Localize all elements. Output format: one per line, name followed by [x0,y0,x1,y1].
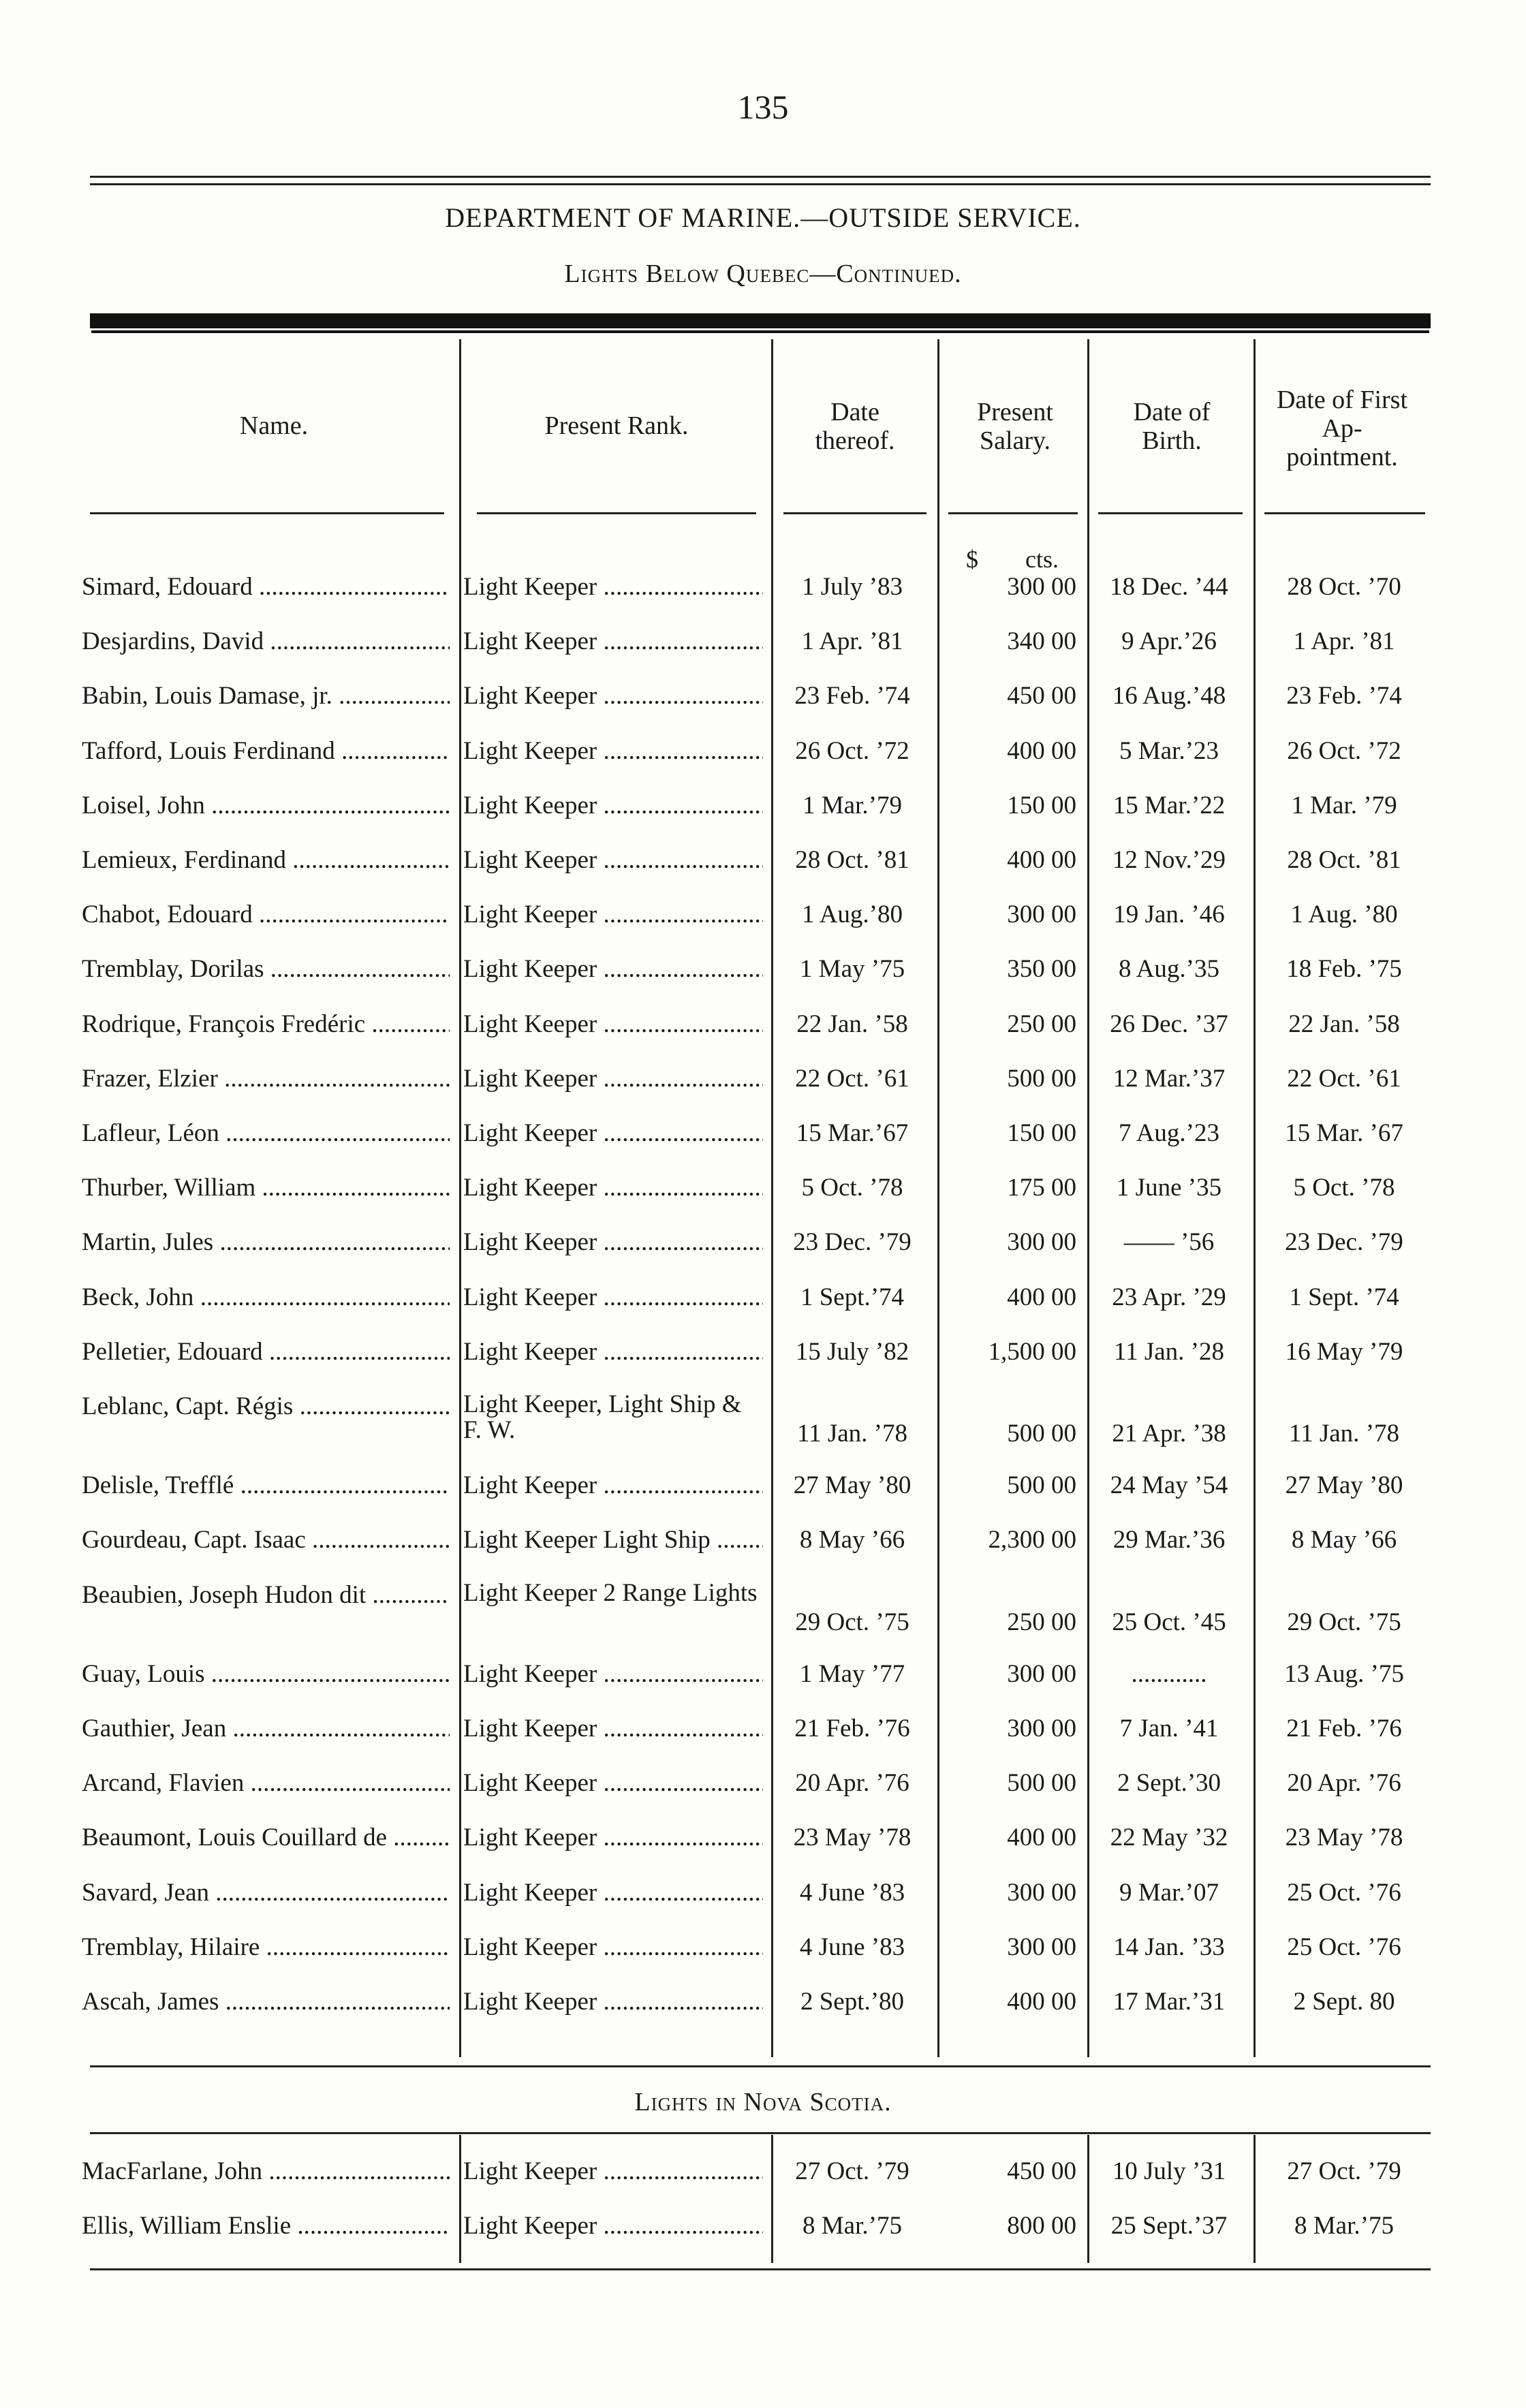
table-row [0,1337,1526,1392]
table-row [0,627,1526,681]
cell-present-rank: Light Keeper ..... [463,1933,763,1962]
cell-date-thereof: 23 May ’78 [793,1824,912,1852]
cell-present-salary: 1,500 00 [988,1337,1076,1366]
cell-date-thereof: 22 Jan. ’58 [796,1010,908,1038]
cell-present-salary: 450 00 [1007,682,1076,710]
table-row [0,1173,1526,1228]
header-underline [477,512,756,514]
cell-date-thereof: 1 May ’75 [799,955,905,984]
table-row [0,2211,1526,2266]
cell-date-thereof: 5 Oct. ’78 [801,1174,903,1202]
header-name: Name. [239,411,309,440]
cell-present-rank: Light Keeper Light Ship ..... [463,1525,763,1554]
header-date-thereof: Date thereof. [815,398,895,455]
cell-present-rank: Light Keeper ..... [463,1228,763,1257]
cell-date-thereof: 8 Mar.’75 [803,2212,902,2240]
cell-present-rank: Light Keeper ..... [463,1878,763,1907]
cell-date-thereof: 1 Mar.’79 [803,791,902,819]
cell-first-appointment: 23 May ’78 [1285,1824,1403,1852]
cell-present-salary: 300 00 [1007,901,1076,929]
cell-date-thereof: 1 Sept.’74 [800,1283,905,1311]
cell-present-rank: Light Keeper ..... [463,1337,763,1366]
cell-present-rank: Light Keeper ..... [463,900,763,929]
header-present-rank: Present Rank. [544,411,689,440]
table-row [0,1064,1526,1119]
cell-present-salary: 500 00 [1007,1769,1076,1798]
cell-first-appointment: 25 Oct. ’76 [1287,1933,1401,1961]
cell-name: Guay, Louis ..... [82,1659,450,1689]
table-row [0,954,1526,1009]
header-underline [783,512,926,514]
cell-date-of-birth: 22 May ’32 [1110,1824,1228,1852]
cell-name: Simard, Edouard ..... [82,572,450,601]
cell-first-appointment: 28 Oct. ’81 [1287,846,1401,874]
cell-name: Ellis, William Enslie ..... [82,2211,450,2240]
cell-present-rank: Light Keeper ..... [463,954,763,984]
cell-name: Loisel, John ..... [82,791,450,820]
cell-first-appointment: 1 Mar. ’79 [1291,791,1397,819]
cell-name: Lafleur, Léon ..... [82,1119,450,1148]
cell-date-thereof: 21 Feb. ’76 [794,1715,910,1742]
cell-name: Frazer, Elzier ..... [82,1064,450,1093]
cell-date-of-birth: ............ [1131,1659,1207,1688]
cell-date-thereof: 4 June ’83 [799,1878,905,1907]
cell-first-appointment: 23 Dec. ’79 [1285,1228,1403,1257]
cell-present-rank: Light Keeper ..... [463,736,763,766]
cell-first-appointment: 29 Oct. ’75 [1287,1608,1401,1636]
header-present-salary: Present Salary. [977,398,1053,455]
cell-date-of-birth: 23 Apr. ’29 [1112,1283,1226,1311]
cell-name: Babin, Louis Damase, jr. ..... [82,681,450,710]
cell-present-rank: Light Keeper ..... [463,1659,763,1689]
cell-present-rank: Light Keeper ..... [463,572,763,601]
cell-date-thereof: 26 Oct. ’72 [795,736,909,765]
bottom-rule [90,2268,1431,2270]
table-row [0,1659,1526,1714]
cell-name: Desjardins, David ..... [82,627,450,656]
cell-first-appointment: 1 Sept. ’74 [1289,1283,1399,1311]
cell-present-rank: Light Keeper ..... [463,1714,763,1743]
cell-name: Tremblay, Dorilas ..... [82,954,450,984]
cell-present-salary: 500 00 [1007,1471,1076,1500]
cell-name: Gauthier, Jean ..... [82,1714,450,1743]
cell-name: Beaumont, Louis Couillard de ..... [82,1823,450,1852]
cell-date-thereof: 4 June ’83 [799,1933,905,1961]
cell-present-rank: Light Keeper 2 Range Lights [463,1580,758,1606]
cell-date-of-birth: 1 June ’35 [1116,1174,1222,1202]
table-row [0,1714,1526,1768]
cell-date-thereof: 23 Dec. ’79 [793,1228,912,1257]
cell-date-of-birth: 11 Jan. ’28 [1113,1337,1225,1366]
cell-date-thereof: 1 Aug.’80 [802,901,903,929]
cell-name: Pelletier, Edouard ..... [82,1337,450,1366]
cell-present-salary: 300 00 [1007,1659,1076,1688]
cell-first-appointment: 22 Oct. ’61 [1287,1064,1401,1093]
cell-name: Thurber, William ..... [82,1173,450,1202]
cell-first-appointment: 28 Oct. ’70 [1287,573,1401,601]
cell-date-thereof: 15 Mar.’67 [796,1119,909,1147]
table-row [0,2157,1526,2211]
header-underline [1098,512,1243,514]
header-underline [1264,512,1425,514]
table-row [0,1283,1526,1337]
cell-date-of-birth: 2 Sept.’30 [1117,1769,1221,1798]
cell-present-salary: 800 00 [1007,2212,1076,2240]
cell-date-of-birth: 15 Mar.’22 [1112,791,1226,819]
header-underline [948,512,1078,514]
cell-first-appointment: 15 Mar. ’67 [1285,1119,1403,1147]
cell-present-rank: Light Keeper, Light Ship & F. W. [463,1392,742,1443]
table-row [0,1768,1526,1823]
cell-first-appointment: 27 May ’80 [1285,1471,1403,1500]
cell-date-of-birth: 25 Oct. ’45 [1112,1608,1226,1636]
cell-present-rank: Light Keeper ..... [463,1010,763,1039]
cell-date-thereof: 28 Oct. ’81 [795,846,909,874]
cell-first-appointment: 2 Sept. 80 [1293,1988,1395,2016]
cell-name: Rodrique, François Fredéric ..... [82,1010,450,1039]
header-heavy-rule [90,313,1431,330]
cell-present-rank: Light Keeper ..... [463,791,763,820]
cell-name: MacFarlane, John ..... [82,2157,450,2186]
cell-name: Leblanc, Capt. Régis ..... [82,1392,450,1421]
table-row [0,1471,1526,1525]
cell-date-of-birth: 5 Mar.’23 [1119,736,1219,765]
cell-present-salary: 300 00 [1007,1878,1076,1907]
cell-present-salary: 2,300 00 [988,1526,1076,1554]
table-row [0,1933,1526,1987]
cell-name: Tremblay, Hilaire ..... [82,1933,450,1962]
cell-first-appointment: 13 Aug. ’75 [1284,1659,1404,1688]
cell-present-salary: 150 00 [1007,1119,1076,1147]
cell-present-rank: Light Keeper ..... [463,1823,763,1852]
cell-date-thereof: 2 Sept.’80 [800,1988,905,2016]
cell-date-of-birth: —— ’56 [1123,1228,1215,1257]
cell-name: Tafford, Louis Ferdinand ..... [82,736,450,766]
cell-present-salary: 250 00 [1007,1010,1076,1038]
cell-name: Arcand, Flavien ..... [82,1768,450,1798]
cell-date-of-birth: 26 Dec. ’37 [1110,1010,1228,1038]
cell-date-thereof: 27 Oct. ’79 [795,2157,909,2185]
unit-dollars: $ [966,546,978,573]
header-underline [90,512,444,514]
cell-present-rank: Light Keeper ..... [463,1987,763,2016]
cell-date-thereof: 15 July ’82 [795,1337,909,1366]
cell-date-of-birth: 7 Aug.’23 [1119,1119,1219,1147]
cell-date-thereof: 23 Feb. ’74 [794,682,910,710]
cell-first-appointment: 16 May ’79 [1285,1337,1403,1366]
cell-date-of-birth: 17 Mar.’31 [1112,1988,1226,2016]
cell-present-salary: 175 00 [1007,1174,1076,1202]
cell-date-of-birth: 29 Mar.’36 [1112,1526,1226,1554]
cell-name: Beaubien, Joseph Hudon dit ..... [82,1580,450,1610]
cell-date-of-birth: 19 Jan. ’46 [1113,901,1225,929]
cell-date-thereof: 8 May ’66 [799,1526,905,1554]
cell-name: Martin, Jules ..... [82,1228,450,1257]
table-row [0,1580,1526,1635]
cell-present-salary: 340 00 [1007,627,1076,656]
cell-date-of-birth: 12 Nov.’29 [1112,846,1226,874]
cell-first-appointment: 20 Apr. ’76 [1287,1769,1401,1798]
section-rule [90,2132,1431,2134]
table-row [0,1119,1526,1173]
table-row [0,1525,1526,1580]
cell-date-of-birth: 14 Jan. ’33 [1113,1933,1225,1961]
cell-date-of-birth: 24 May ’54 [1110,1471,1228,1500]
cell-present-salary: 400 00 [1007,1988,1076,2016]
cell-present-rank: Light Keeper ..... [463,2211,763,2240]
cell-name: Gourdeau, Capt. Isaac ..... [82,1525,450,1554]
table-row [0,900,1526,954]
cell-present-rank: Light Keeper ..... [463,1283,763,1312]
cell-present-salary: 350 00 [1007,955,1076,984]
cell-present-salary: 450 00 [1007,2157,1076,2185]
cell-name: Beck, John ..... [82,1283,450,1312]
cell-first-appointment: 11 Jan. ’78 [1288,1420,1400,1448]
cell-first-appointment: 23 Feb. ’74 [1286,682,1402,710]
section-title-nova-scotia: Lights in Nova Scotia. [634,2088,892,2116]
cell-name: Delisle, Trefflé ..... [82,1471,450,1500]
cell-first-appointment: 25 Oct. ’76 [1287,1878,1401,1907]
cell-first-appointment: 8 May ’66 [1291,1526,1397,1554]
section-title-quebec: Lights Below Quebec—Continued. [564,260,962,288]
cell-first-appointment: 18 Feb. ’75 [1286,955,1402,984]
cell-date-thereof: 1 May ’77 [799,1659,905,1688]
cell-present-salary: 400 00 [1007,1824,1076,1852]
cell-date-of-birth: 16 Aug.’48 [1112,682,1226,710]
top-double-rule [90,176,1431,185]
table-row [0,681,1526,736]
cell-present-rank: Light Keeper ..... [463,1064,763,1093]
cell-name: Chabot, Edouard ..... [82,900,450,929]
cell-first-appointment: 5 Oct. ’78 [1293,1174,1395,1202]
table-row [0,1987,1526,2042]
cell-present-salary: 300 00 [1007,573,1076,601]
cell-first-appointment: 1 Aug. ’80 [1290,901,1398,929]
cell-present-rank: Light Keeper ..... [463,681,763,710]
page-number: 135 [737,88,789,126]
cell-present-salary: 300 00 [1007,1933,1076,1961]
cell-present-rank: Light Keeper ..... [463,627,763,656]
cell-first-appointment: 1 Apr. ’81 [1293,627,1395,656]
cell-date-of-birth: 8 Aug.’35 [1119,955,1219,984]
cell-present-rank: Light Keeper ..... [463,1173,763,1202]
cell-date-of-birth: 9 Mar.’07 [1119,1878,1219,1907]
table-row [0,572,1526,627]
cell-present-rank: Light Keeper ..... [463,2157,763,2186]
cell-date-of-birth: 10 July ’31 [1112,2157,1226,2185]
cell-first-appointment: 21 Feb. ’76 [1286,1715,1402,1742]
cell-date-thereof: 29 Oct. ’75 [795,1608,909,1636]
cell-present-salary: 500 00 [1007,1064,1076,1093]
cell-first-appointment: 27 Oct. ’79 [1287,2157,1401,2185]
cell-present-salary: 150 00 [1007,791,1076,819]
table-row [0,1228,1526,1282]
cell-present-salary: 250 00 [1007,1608,1076,1636]
cell-date-thereof: 1 Apr. ’81 [801,627,903,656]
cell-first-appointment: 22 Jan. ’58 [1288,1010,1400,1038]
cell-present-rank: Light Keeper ..... [463,1768,763,1798]
cell-present-salary: 300 00 [1007,1228,1076,1257]
cell-first-appointment: 8 Mar.’75 [1294,2212,1394,2240]
cell-date-of-birth: 9 Apr.’26 [1121,627,1217,656]
unit-cents: cts. [1025,546,1059,573]
header-date-of-birth: Date of Birth. [1133,398,1211,455]
cell-date-thereof: 22 Oct. ’61 [795,1064,909,1093]
cell-name: Savard, Jean ..... [82,1878,450,1907]
table-row [0,1392,1526,1446]
cell-present-salary: 400 00 [1007,846,1076,874]
table-row [0,1010,1526,1064]
cell-present-salary: 400 00 [1007,1283,1076,1311]
cell-date-thereof: 1 July ’83 [802,573,903,601]
cell-first-appointment: 26 Oct. ’72 [1287,736,1401,765]
header-first-appointment: Date of First Ap- pointment. [1276,386,1408,471]
cell-date-of-birth: 7 Jan. ’41 [1119,1715,1219,1742]
cell-present-salary: 300 00 [1007,1715,1076,1742]
cell-name: Ascah, James ..... [82,1987,450,2016]
cell-present-rank: Light Keeper ..... [463,845,763,875]
cell-date-thereof: 27 May ’80 [793,1471,912,1500]
cell-present-rank: Light Keeper ..... [463,1119,763,1148]
cell-present-rank: Light Keeper ..... [463,1471,763,1500]
cell-present-salary: 400 00 [1007,736,1076,765]
table-row [0,736,1526,791]
department-title: DEPARTMENT OF MARINE.—OUTSIDE SERVICE. [445,202,1081,233]
cell-date-of-birth: 21 Apr. ’38 [1112,1420,1226,1448]
cell-name: Lemieux, Ferdinand ..... [82,845,450,875]
cell-date-of-birth: 12 Mar.’37 [1112,1064,1226,1093]
cell-date-of-birth: 18 Dec. ’44 [1110,573,1228,601]
table-row [0,1823,1526,1877]
cell-date-thereof: 11 Jan. ’78 [796,1420,908,1448]
cell-date-thereof: 20 Apr. ’76 [795,1769,909,1798]
table-row [0,791,1526,845]
cell-present-salary: 500 00 [1007,1420,1076,1448]
table-row [0,845,1526,900]
table-row [0,1878,1526,1933]
section-rule [90,2065,1431,2067]
cell-date-of-birth: 25 Sept.’37 [1110,2212,1228,2240]
